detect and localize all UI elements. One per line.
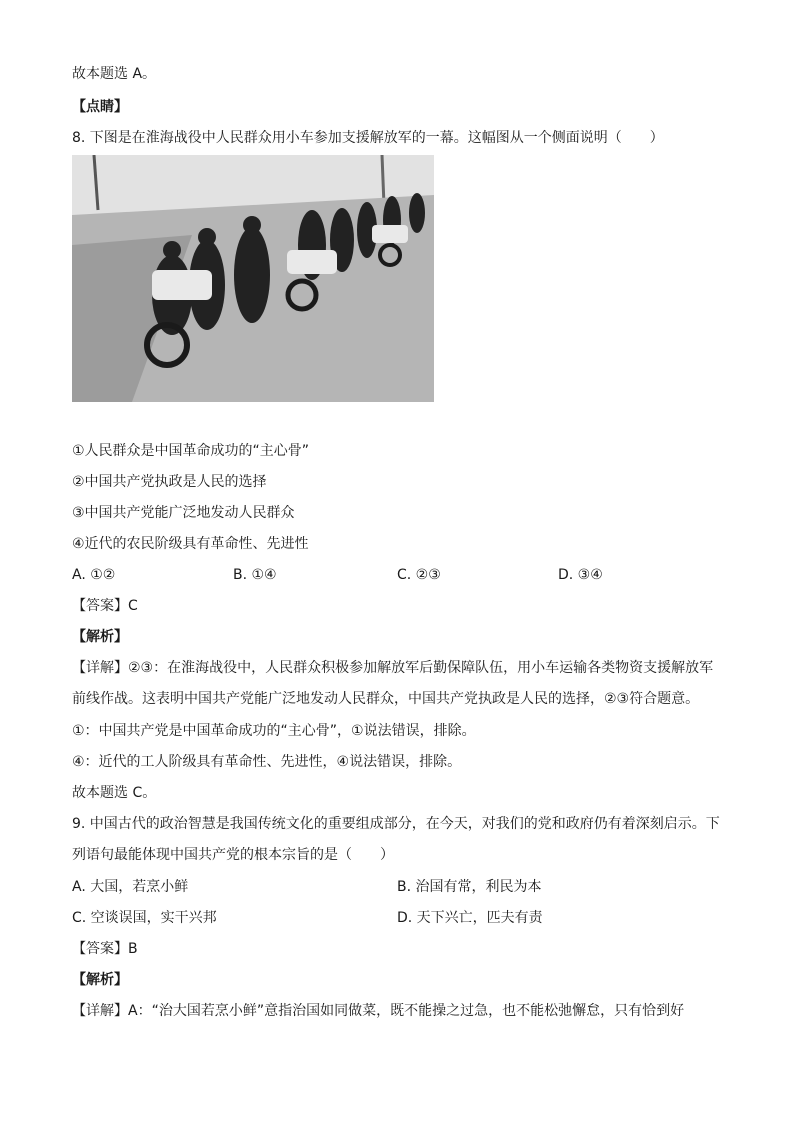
q8-conclusion: 故本题选 C。 bbox=[72, 785, 157, 801]
line-dianjing: 【点睛】 bbox=[72, 99, 128, 115]
line-conclusion-prev: 故本题选 A。 bbox=[72, 66, 157, 82]
q8-option-d: D. ③④ bbox=[558, 567, 603, 583]
q8-detail-4: ④：近代的工人阶级具有革命性、先进性，④说法错误，排除。 bbox=[72, 754, 462, 770]
q9-option-d: D. 天下兴亡，匹夫有责 bbox=[397, 910, 543, 926]
q8-detail-2: 前线作战。这表明中国共产党能广泛地发动人民群众，中国共产党执政是人民的选择，②③符合题意。 bbox=[72, 691, 700, 707]
q9-answer: 【答案】B bbox=[72, 941, 138, 957]
q8-detail-3: ①：中国共产党是中国革命成功的“主心骨”，①说法错误，排除。 bbox=[72, 723, 476, 739]
q8-answer: 【答案】C bbox=[72, 598, 138, 614]
q8-analysis: 【解析】 bbox=[72, 629, 128, 645]
statement-3: ③中国共产党能广泛地发动人民群众 bbox=[72, 505, 295, 521]
statement-4: ④近代的农民阶级具有革命性、先进性 bbox=[72, 536, 309, 552]
q9-option-c: C. 空谈误国，实干兴邦 bbox=[72, 910, 217, 926]
question-8: 8. 下图是在淮海战役中人民群众用小车参加支援解放军的一幕。这幅图从一个侧面说明（ ） bbox=[72, 130, 664, 146]
statement-2: ②中国共产党执政是人民的选择 bbox=[72, 474, 267, 490]
q9-detail: 【详解】A：“治大国若烹小鲜”意指治国如同做菜，既不能操之过急，也不能松弛懈怠，只有恰到好 bbox=[72, 1003, 685, 1019]
q8-option-c: C. ②③ bbox=[397, 567, 441, 583]
q9-option-a: A. 大国，若烹小鲜 bbox=[72, 879, 189, 895]
statement-1: ①人民群众是中国革命成功的“主心骨” bbox=[72, 443, 310, 459]
question-9-line-2: 列语句最能体现中国共产党的根本宗旨的是（ ） bbox=[72, 847, 394, 863]
question-9-line-1: 9. 中国古代的政治智慧是我国传统文化的重要组成部分，在今天，对我们的党和政府仍有着深刻启示。下 bbox=[72, 816, 720, 832]
q8-option-a: A. ①② bbox=[72, 567, 116, 583]
q8-option-b: B. ①④ bbox=[233, 567, 277, 583]
q9-analysis: 【解析】 bbox=[72, 972, 128, 988]
q8-detail-1: 【详解】②③：在淮海战役中，人民群众积极参加解放军后勤保障队伍，用小车运输各类物资支援解放军 bbox=[72, 660, 714, 676]
q9-option-b: B. 治国有常，利民为本 bbox=[397, 879, 542, 895]
huaihai-campaign-photo bbox=[72, 155, 434, 402]
